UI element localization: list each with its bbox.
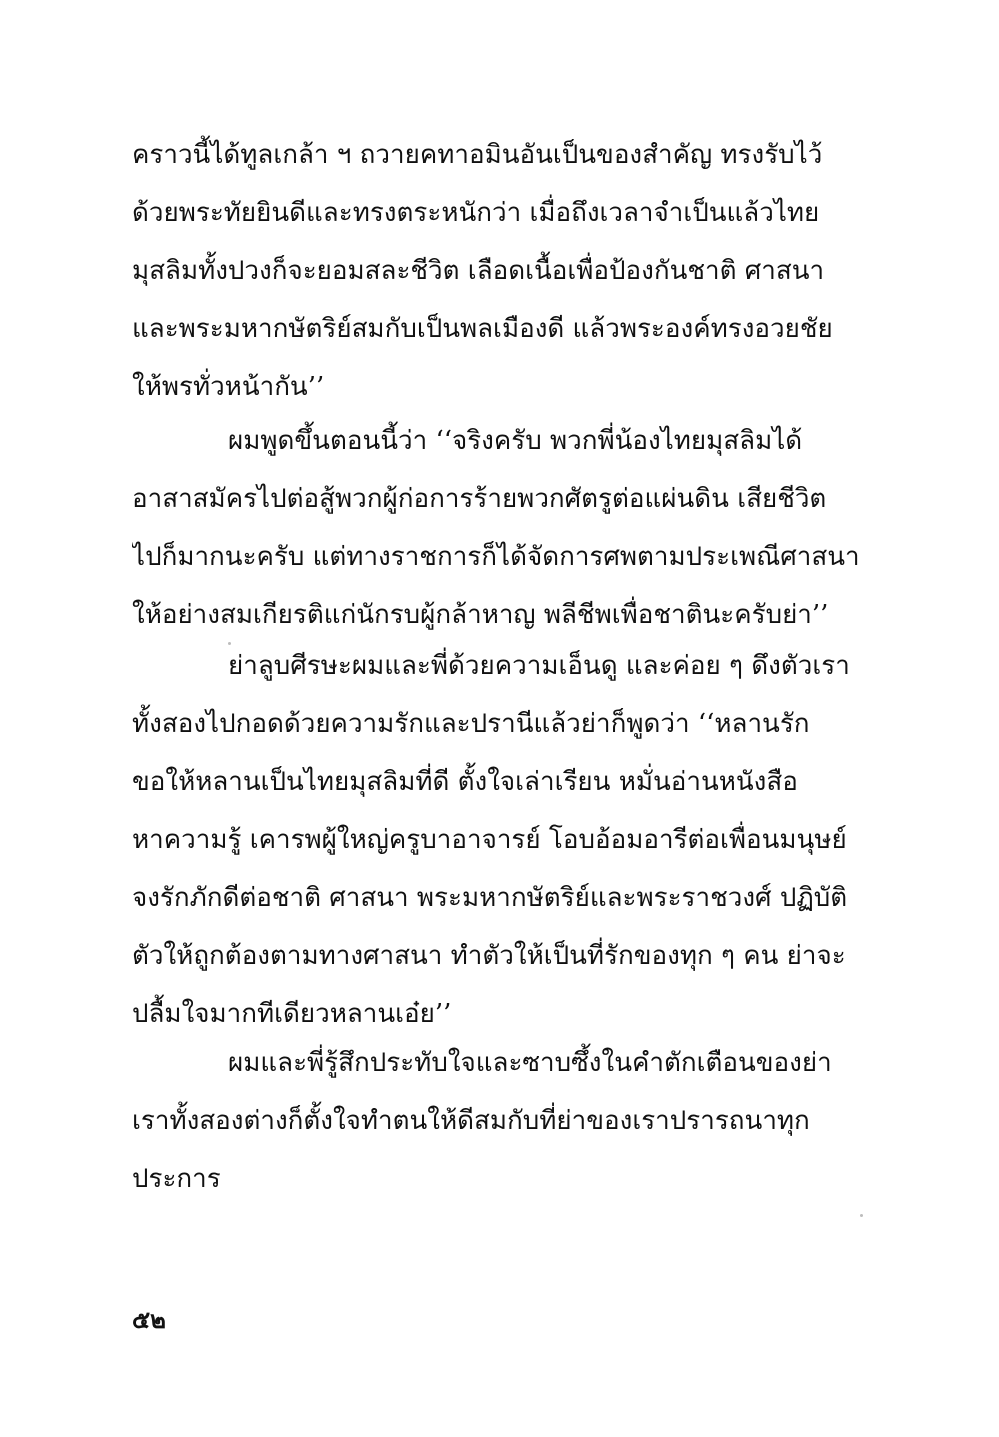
paragraph-4: [132, 1034, 878, 1208]
page-number: ๕๒: [132, 1306, 166, 1334]
paragraph-3: [132, 637, 878, 1043]
text-line: ให้อย่างสมเกียรติแก่นักรบผู้กล้าหาญ พลีชีพเพื่อชาตินะครับย่า’’: [132, 600, 829, 630]
scan-speck: [860, 1214, 863, 1217]
text-line: มุสลิมทั้งปวงก็จะยอมสละชีวิต เลือดเนื้อเพื่อป้องกันชาติ ศาสนา: [132, 256, 825, 286]
text-line: ทั้งสองไปกอดด้วยความรักและปรานีแล้วย่าก็พูดว่า ‘‘หลานรัก: [132, 709, 810, 739]
text-line: ตัวให้ถูกต้องตามทางศาสนา ทำตัวให้เป็นที่รักของทุก ๆ คน ย่าจะ: [132, 941, 846, 971]
text-line: ด้วยพระทัยยินดีและทรงตระหนักว่า เมื่อถึงเวลาจำเป็นแล้วไทย: [132, 198, 820, 228]
text-line: ผมพูดขึ้นตอนนี้ว่า ‘‘จริงครับ พวกพี่น้องไทยมุสลิมได้: [228, 426, 803, 456]
text-line: ขอให้หลานเป็นไทยมุสลิมที่ดี ตั้งใจเล่าเรียน หมั่นอ่านหนังสือ: [132, 767, 798, 797]
paragraph-2: [132, 412, 878, 644]
text-line: คราวนี้ได้ทูลเกล้า ฯ ถวายคทาอมินอันเป็นของสำคัญ ทรงรับไว้: [132, 140, 823, 170]
text-line: ให้พรทั่วหน้ากัน’’: [132, 372, 325, 402]
text-line: และพระมหากษัตริย์สมกับเป็นพลเมืองดี แล้วพระองค์ทรงอวยชัย: [132, 314, 833, 344]
text-line: หาความรู้ เคารพผู้ใหญ่ครูบาอาจารย์ โอบอ้อมอารีต่อเพื่อนมนุษย์: [132, 825, 847, 855]
text-line: ไปก็มากนะครับ แต่ทางราชการก็ได้จัดการศพตามประเพณีศาสนา: [132, 542, 860, 572]
text-line: จงรักภักดีต่อชาติ ศาสนา พระมหากษัตริย์และพระราชวงศ์ ปฏิบัติ: [132, 883, 848, 913]
text-line: เราทั้งสองต่างก็ตั้งใจทำตนให้ดีสมกับที่ย่าของเราปรารถนาทุก: [132, 1106, 810, 1136]
scan-speck: [228, 642, 231, 645]
text-line: ประการ: [132, 1164, 221, 1194]
text-line: ปลื้มใจมากทีเดียวหลานเอ๋ย’’: [132, 999, 452, 1029]
text-line: ผมและพี่รู้สึกประทับใจและซาบซึ้งในคำตักเตือนของย่า: [228, 1048, 832, 1078]
text-line: อาสาสมัครไปต่อสู้พวกผู้ก่อการร้ายพวกศัตรูต่อแผ่นดิน เสียชีวิต: [132, 484, 827, 514]
paragraph-1: [132, 126, 878, 416]
text-line: ย่าลูบศีรษะผมและพี่ด้วยความเอ็นดู และค่อย ๆ ดึงตัวเรา: [228, 651, 850, 681]
